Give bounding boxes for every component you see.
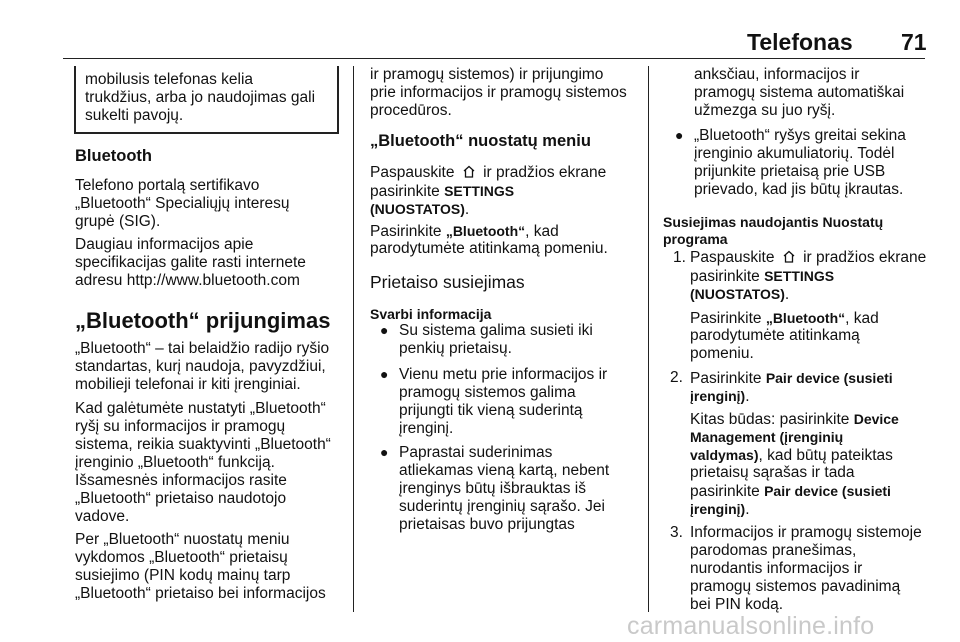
paragraph-line: „Bluetooth“ Specialiųjų interesų — [75, 195, 290, 212]
menu-label-pair-device: Pair device (susieti — [764, 483, 891, 499]
step-line: pasirinkite Pair device (susieti — [690, 483, 891, 500]
bullet-line: pramogų sistema automatiškai — [694, 84, 905, 101]
menu-label-settings: (NUOSTATOS) — [370, 201, 465, 217]
menu-label-settings: (NUOSTATOS) — [690, 286, 785, 302]
column-divider — [648, 66, 649, 612]
paragraph-line: mobilieji telefonai ir kiti įrenginiai. — [75, 376, 301, 393]
paragraph-line: specifikacijas galite rasti internete — [75, 254, 306, 271]
bullet: ● — [675, 127, 684, 143]
bullet-line: Su sistema galima susieti iki — [399, 322, 593, 339]
step-line: (NUOSTATOS). — [690, 286, 790, 303]
paragraph-line: parodytumėte atitinkamą pomeniu. — [370, 240, 608, 257]
step-line: Paspauskite ir pradžios ekrane — [690, 249, 927, 266]
heading-bluetooth: Bluetooth — [75, 147, 152, 165]
warning-line: trukdžius, arba jo naudojimas gali — [85, 89, 316, 106]
page-number: 71 — [901, 29, 927, 55]
menu-label-device-management: valdymas) — [690, 447, 759, 463]
step-line: bei PIN kodą. — [690, 596, 784, 613]
step-line: parodytumėte atitinkamą — [690, 327, 860, 344]
paragraph-line: susiejimo (PIN kodų mainų tarp — [75, 567, 291, 584]
paragraph-line: Telefono portalą sertifikavo — [75, 177, 260, 194]
paragraph-line: (NUOSTATOS). — [370, 201, 470, 218]
warning-line: mobilusis telefonas kelia — [85, 71, 254, 88]
paragraph-line: sistema, reikia suaktyvinti „Bluetooth“ — [75, 436, 331, 453]
paragraph-line: Per „Bluetooth“ nuostatų meniu — [75, 531, 290, 548]
warning-line: sukelti pavojų. — [85, 107, 184, 124]
bullet-line: penkių prietaisų. — [399, 340, 512, 357]
step-line: Pasirinkite Pair device (susieti — [690, 370, 893, 387]
paragraph-line: grupė (SIG). — [75, 213, 161, 230]
step-line: nurodantis informacijos ir — [690, 560, 863, 577]
bullet: ● — [380, 322, 389, 338]
step-number: 2. — [670, 369, 683, 386]
bullet-line: užmezga su juo ryšį. — [694, 102, 836, 119]
paragraph-line: procedūros. — [370, 102, 452, 119]
menu-label-bluetooth: „Bluetooth“ — [765, 310, 846, 326]
paragraph-line: „Bluetooth“ prietaiso bei informacijos — [75, 585, 326, 602]
step-line: pramogų sistemos pavadinimą — [690, 578, 901, 595]
paragraph-line: Paspauskite ir pradžios ekrane — [370, 164, 607, 181]
menu-label-device-management: Device — [853, 411, 899, 427]
bullet-line: prijunkite prietaisą prie USB — [694, 163, 886, 180]
menu-label-bluetooth: „Bluetooth“ — [445, 223, 526, 239]
menu-label-pair-device: įrenginį) — [690, 388, 746, 404]
menu-label-settings: SETTINGS — [764, 268, 835, 284]
bullet-line: pramogų sistemos galima — [399, 384, 576, 401]
paragraph-line: Pasirinkite „Bluetooth“, kad — [370, 223, 559, 240]
heading-bluetooth-menu: „Bluetooth“ nuostatų meniu — [370, 132, 591, 150]
home-icon — [462, 165, 476, 178]
bullet-line: Paprastai suderinimas — [399, 444, 553, 461]
bullet-line: Vienu metu prie informacijos ir — [399, 366, 608, 383]
bullet-line: prietaisas buvo prijungtas — [399, 516, 575, 533]
home-icon — [782, 250, 796, 263]
step-line: Informacijos ir pramogų sistemoje — [690, 524, 922, 541]
section-title: Telefonas — [747, 29, 853, 55]
bullet-line: atliekamas vieną kartą, nebent — [399, 462, 610, 479]
heading-important-info: Svarbi informacija — [370, 306, 492, 322]
bullet-line: suderintų įrenginių sąrašo. Jei — [399, 498, 605, 515]
bullet: ● — [380, 444, 389, 460]
watermark: carmanualsonline.info — [627, 612, 875, 640]
bullet-line: įrenginys būtų išbrauktas iš — [399, 480, 586, 497]
menu-label-settings: SETTINGS — [444, 183, 515, 199]
paragraph-line: adresu http://www.bluetooth.com — [75, 272, 300, 289]
paragraph-line: ir pramogų sistemos) ir prijungimo — [370, 66, 604, 83]
bullet-line: anksčiau, informacijos ir — [694, 66, 860, 83]
step-line: įrenginį). — [690, 388, 750, 405]
paragraph-line: standartas, kurį naudoja, pavyzdžiui, — [75, 358, 326, 375]
heading-bluetooth-connect: „Bluetooth“ prijungimas — [75, 308, 331, 333]
step-line: pasirinkite SETTINGS — [690, 268, 835, 285]
column-divider — [353, 66, 354, 612]
step-line: prietaisų sąrašas ir tada — [690, 464, 855, 481]
menu-label-pair-device: Pair device (susieti — [765, 370, 893, 386]
step-number: 3. — [670, 524, 683, 541]
step-line: valdymas), kad būtų pateiktas — [690, 447, 893, 464]
step-number: 1. — [673, 249, 686, 266]
bullet-line: įrenginį. — [399, 420, 454, 437]
paragraph-line: Kad galėtumėte nustatyti „Bluetooth“ — [75, 400, 326, 417]
step-line: parodomas pranešimas, — [690, 542, 857, 559]
paragraph-line: vadove. — [75, 508, 130, 525]
paragraph-line: pasirinkite SETTINGS — [370, 183, 515, 200]
step-line: įrenginį). — [690, 501, 750, 518]
paragraph-line: Daugiau informacijos apie — [75, 236, 254, 253]
step-line: Kitas būdas: pasirinkite Device — [690, 411, 899, 428]
paragraph-line: įrenginio „Bluetooth“ funkciją. — [75, 454, 275, 471]
bullet-line: įrenginio akumuliatorių. Todėl — [694, 145, 895, 162]
paragraph-line: „Bluetooth“ – tai belaidžio radijo ryšio — [75, 340, 330, 357]
heading-procedure: programa — [663, 231, 728, 247]
paragraph-line: vykdomos „Bluetooth“ prietaisų — [75, 549, 288, 566]
bullet-line: prievado, kad jis būtų įkrautas. — [694, 181, 904, 198]
paragraph-line: ryšį su informacijos ir pramogų — [75, 418, 286, 435]
bullet-line: prijungti tik vieną suderintą — [399, 402, 583, 419]
menu-label-pair-device: įrenginį) — [690, 501, 746, 517]
heading-device-pairing: Prietaiso susiejimas — [370, 272, 525, 292]
bullet: ● — [380, 366, 389, 382]
paragraph-line: „Bluetooth“ prietaiso naudotojo — [75, 490, 287, 507]
paragraph-line: prie informacijos ir pramogų sistemos — [370, 84, 627, 101]
bullet-line: „Bluetooth“ ryšys greitai sekina — [694, 127, 906, 144]
heading-procedure: Susiejimas naudojantis Nuostatų — [663, 214, 884, 230]
header-rule — [63, 58, 925, 59]
paragraph-line: Išsamesnės informacijos rasite — [75, 472, 287, 489]
step-line: pomeniu. — [690, 345, 754, 362]
menu-label-device-management: Management (įrenginių — [690, 429, 844, 445]
step-line: Pasirinkite „Bluetooth“, kad — [690, 310, 879, 327]
